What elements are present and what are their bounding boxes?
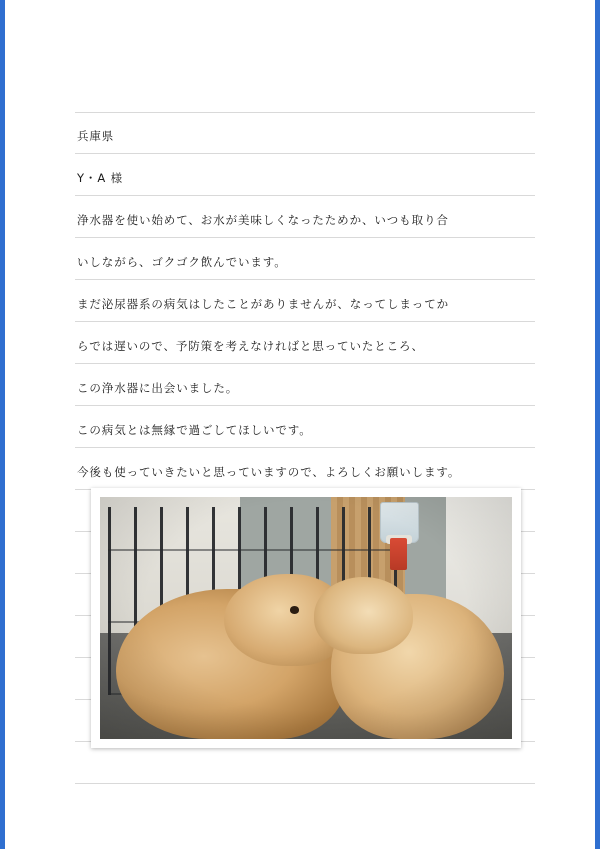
letter-line [75,196,535,238]
letter-line-text: いしながら、ゴクゴク飲んでいます。 [77,255,287,269]
letter-line-text: この病気とは無縁で過ごしてほしいです。 [77,423,312,437]
letter-line [75,448,535,490]
letter-line-text: 浄水器を使い始めて、お水が美味しくなったためか、いつも取り合 [77,213,449,227]
letter-line [75,238,535,280]
letter-line-blank [75,742,535,784]
letter-line-text: らでは遅いので、予防策を考えなければと思っていたところ、 [77,339,424,353]
letter-line [75,364,535,406]
letter-line [75,154,535,196]
letter-line [75,406,535,448]
letter-line [75,280,535,322]
photo-frame [91,488,521,748]
photo-dogs-drinking [100,497,512,739]
letter-line [75,112,535,154]
letter-line [75,322,535,364]
letter-line-text: 今後も使っていきたいと思っていますので、よろしくお願いします。 [77,465,461,479]
letter-line-text: まだ泌尿器系の病気はしたことがありませんが、なってしまってか [77,297,449,311]
letter-line-text: この浄水器に出会いました。 [77,381,239,395]
letter-line-text: 兵庫県 [77,129,115,143]
letter-line-text: Y・A 様 [77,171,124,185]
photo-vignette [100,497,512,739]
